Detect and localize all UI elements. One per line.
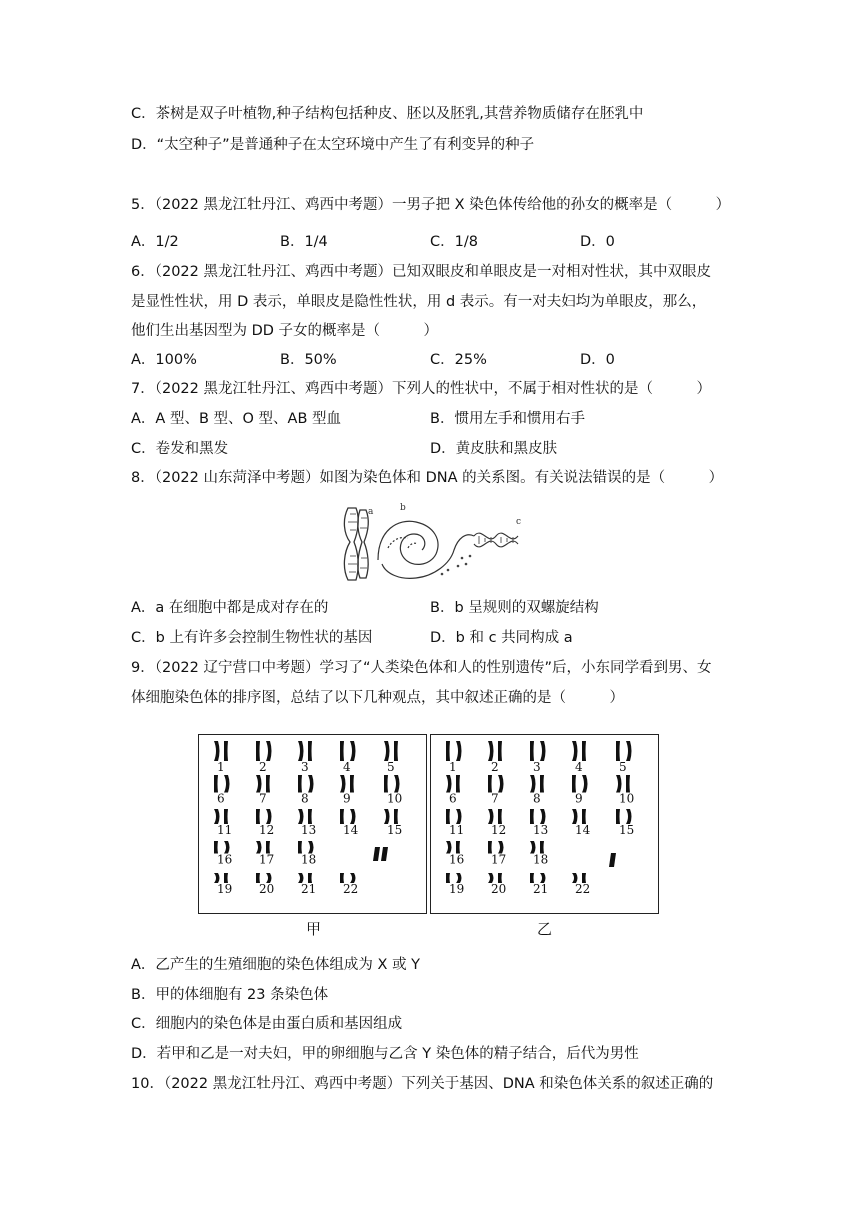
- q8-option-a: A．a 在细胞中都是成对存在的: [131, 600, 329, 616]
- chromosome-pair: [298, 775, 314, 793]
- chromosome-pair: [488, 741, 502, 761]
- chromosome-pair: [572, 741, 586, 761]
- chromosome-pair: [572, 775, 588, 793]
- chromosome-number: 14: [343, 823, 359, 837]
- chromosome-number: 20: [491, 882, 507, 896]
- chromosome-pair: [446, 809, 462, 824]
- q5-stem: 5．（2022 黑龙江牡丹江、鸡西中考题）一男子把 X 染色体传给他的孙女的概率是（ ）: [131, 197, 731, 213]
- q6-option-b: B．50%: [280, 352, 337, 368]
- chromosome-pair: [340, 775, 354, 793]
- chromosome-pair: [298, 741, 312, 761]
- chromosome-pair: [384, 775, 400, 793]
- q8-option-c: C．b 上有许多会控制生物性状的基因: [131, 630, 373, 646]
- chromosome-number: 8: [533, 791, 541, 806]
- chromosome-number: 5: [619, 760, 627, 774]
- q5-option-a: A．1/2: [131, 234, 179, 250]
- q6-option-d: D．0: [580, 352, 615, 368]
- chromosome-pair: [530, 741, 546, 761]
- q9-stem-line1: 9．（2022 辽宁营口中考题）学习了“人类染色体和人的性别遗传”后，小东同学看到男、女: [131, 660, 712, 676]
- sex-chromosome: [373, 847, 388, 861]
- chromosome-number: 4: [343, 760, 351, 774]
- q7-option-d: D．黄皮肤和黑皮肤: [430, 441, 558, 457]
- chromosome-pair: [616, 809, 632, 824]
- chromosome-number: 20: [259, 882, 275, 896]
- chromosome-number: 4: [575, 760, 583, 774]
- chromosome-number: 10: [387, 791, 403, 806]
- chromosome-pair: [340, 809, 356, 824]
- chromosome-number: 2: [491, 760, 499, 774]
- chromosome-pair: [214, 741, 228, 761]
- q7-option-c: C．卷发和黑发: [131, 441, 229, 457]
- chromosome-number: 5: [387, 760, 395, 774]
- chromosome-number: 12: [259, 823, 275, 837]
- chromosome-number: 14: [575, 823, 591, 837]
- chromosome-number: 3: [533, 760, 541, 774]
- q8-option-d: D．b 和 c 共同构成 a: [430, 630, 573, 646]
- chromosome-number: 13: [533, 823, 549, 837]
- chromosome-number: 6: [449, 791, 457, 806]
- karyotype-panel-yi: [430, 734, 659, 914]
- chromosome-number: 21: [533, 882, 549, 896]
- chromosome-pair: [256, 775, 270, 793]
- q9-option-b: B．甲的体细胞有 23 条染色体: [131, 987, 329, 1003]
- q6-option-a: A．100%: [131, 352, 197, 368]
- chromosome-pair: [446, 741, 462, 761]
- q7-option-a: A．A 型、B 型、O 型、AB 型血: [131, 411, 342, 427]
- chromosome-number: 17: [491, 852, 507, 867]
- chromosome-pair: [256, 741, 272, 761]
- q8-option-b: B．b 呈规则的双螺旋结构: [430, 600, 599, 616]
- chromosome-pair: [446, 775, 460, 793]
- chromosome-number: 1: [449, 760, 457, 774]
- chromosome-number: 7: [259, 791, 267, 806]
- chromosome-number: 13: [301, 823, 317, 837]
- chromosome-number: 18: [533, 852, 549, 867]
- panel-label-jia: 甲: [306, 920, 322, 938]
- chromosome-number: 9: [575, 791, 583, 806]
- chromosome-pair: [616, 775, 630, 793]
- q6-stem-line2: 是显性性状，用 D 表示，单眼皮是隐性性状，用 d 表示。有一对夫妇均为单眼皮，那么，: [131, 294, 707, 310]
- fig-label-c: c: [516, 517, 522, 527]
- q4-option-c: C．茶树是双子叶植物,种子结构包括种皮、胚以及胚乳,其营养物质储存在胚乳中: [131, 106, 644, 122]
- chromosome-number: 15: [619, 823, 635, 837]
- chromosome-pair: [530, 775, 544, 793]
- q7-option-b: B．惯用左手和惯用右手: [430, 411, 585, 427]
- q6-option-c: C．25%: [430, 352, 487, 368]
- chromosome-number: 9: [343, 791, 351, 806]
- chromosome-number: 12: [491, 823, 507, 837]
- chromosome-number: 18: [301, 852, 317, 867]
- q9-stem-line2: 体细胞染色体的排序图，总结了以下几种观点，其中叙述正确的是（ ）: [131, 690, 624, 706]
- q9-option-a: A．乙产生的生殖细胞的染色体组成为 X 或 Y: [131, 957, 421, 973]
- chromosome-number: 2: [259, 760, 267, 774]
- karyotype-panel-jia: [198, 734, 427, 914]
- chromosome-number: 7: [491, 791, 499, 806]
- chromosome-pair: [298, 809, 312, 824]
- chromosome-pair: [616, 741, 632, 761]
- chromosome-number: 21: [301, 882, 317, 896]
- q6-stem-line1: 6．（2022 黑龙江牡丹江、鸡西中考题）已知双眼皮和单眼皮是一对相对性状，其中双眼皮: [131, 264, 711, 280]
- chromosome-pair: [488, 775, 504, 793]
- chromosome-number: 15: [387, 823, 403, 837]
- chromosome-number: 19: [217, 882, 233, 896]
- q9-option-d: D．若甲和乙是一对夫妇，甲的卵细胞与乙含 Y 染色体的精子结合，后代为男性: [131, 1046, 639, 1062]
- chromosome-number: 11: [449, 823, 465, 837]
- chromosome-dna-figure: [338, 500, 528, 586]
- chromosome-pair: [384, 809, 398, 824]
- chromosome-number: 3: [301, 760, 309, 774]
- q5-option-d: D．0: [580, 234, 615, 250]
- chromosome-number: 1: [217, 760, 225, 774]
- chromosome-number: 10: [619, 791, 635, 806]
- chromosome-number: 6: [217, 791, 225, 806]
- chromosome-pair: [488, 809, 502, 824]
- chromosome-number: 11: [217, 823, 233, 837]
- q5-option-c: C．1/8: [430, 234, 478, 250]
- chromosome-pair: [256, 809, 272, 824]
- chromosome-pair: [572, 809, 586, 824]
- q4-option-d: D．“太空种子”是普通种子在太空环境中产生了有利变异的种子: [131, 137, 535, 153]
- fig-label-b: b: [400, 503, 406, 513]
- chromosome-number: 19: [449, 882, 465, 896]
- chromosome-number: 22: [575, 882, 591, 896]
- chromosome-pair: [340, 741, 356, 761]
- chromosome-number: 16: [449, 852, 465, 867]
- q10-stem: 10．（2022 黑龙江牡丹江、鸡西中考题）下列关于基因、DNA 和染色体关系的叙述正确的: [131, 1076, 714, 1092]
- chromosome-number: 17: [259, 852, 275, 867]
- chromosome-pair: [214, 775, 230, 793]
- chromosome-number: 8: [301, 791, 309, 806]
- q9-option-c: C．细胞内的染色体是由蛋白质和基因组成: [131, 1016, 403, 1032]
- chromosome-number: 16: [217, 852, 233, 867]
- q7-stem: 7．（2022 黑龙江牡丹江、鸡西中考题）下列人的性状中，不属于相对性状的是（ ）: [131, 381, 711, 397]
- q8-stem: 8．（2022 山东菏泽中考题）如图为染色体和 DNA 的关系图。有关说法错误的是（ ）: [131, 470, 724, 486]
- chromosome-number: 22: [343, 882, 359, 896]
- q5-option-b: B．1/4: [280, 234, 328, 250]
- chromosome-pair: [384, 741, 398, 761]
- fig-label-a: a: [368, 507, 374, 517]
- sex-chromosome: [609, 853, 616, 867]
- q6-stem-line3: 他们生出基因型为 DD 子女的概率是（ ）: [131, 323, 439, 339]
- chromosome-pair: [530, 809, 546, 824]
- chromosome-pair: [214, 809, 228, 824]
- panel-label-yi: 乙: [537, 920, 553, 938]
